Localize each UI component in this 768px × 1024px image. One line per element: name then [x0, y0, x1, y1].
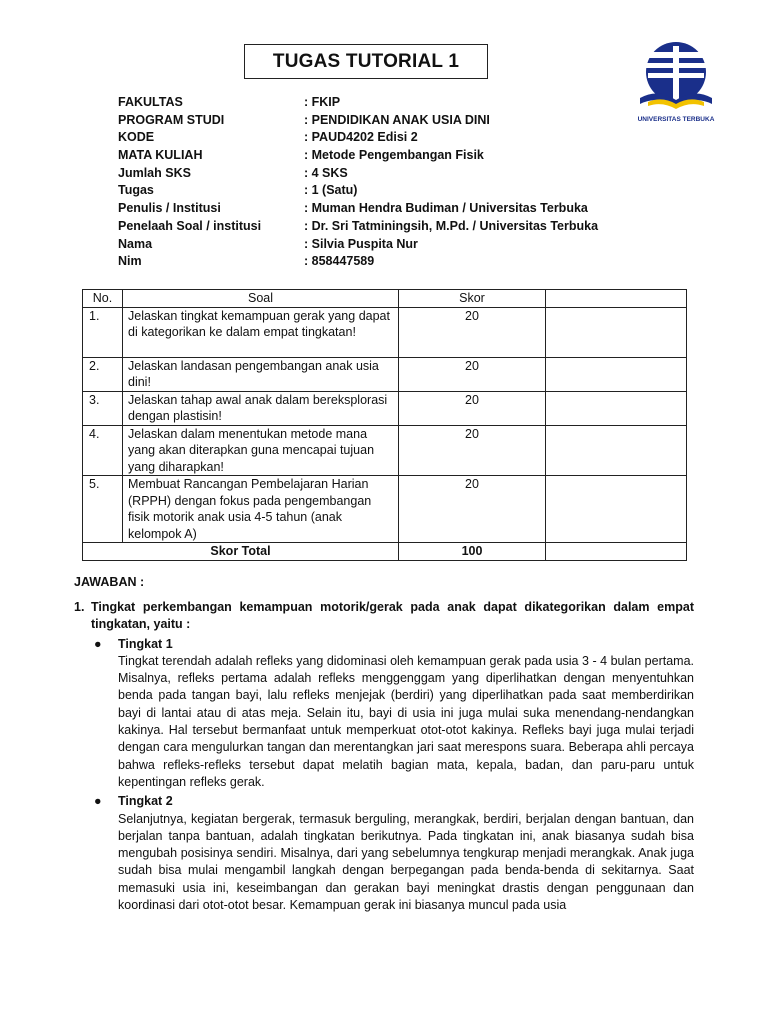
- row-blank: [546, 425, 687, 476]
- logo-caption: UNIVERSITAS TERBUKA: [637, 116, 715, 123]
- info-label: Nama: [118, 236, 153, 251]
- table-total-row: [83, 543, 687, 561]
- header-blank: [546, 290, 687, 308]
- row-skor: 20: [399, 357, 546, 391]
- header-skor: Skor: [399, 290, 546, 308]
- row-soal: Membuat Rancangan Pembelajaran Harian (RPPH) dengan fokus pada pengembangan fisik motorik anak usia 4-5 tahun (anak kelompok A): [123, 476, 399, 543]
- info-row: [118, 254, 598, 272]
- info-value: : Muman Hendra Budiman / Universitas Terbuka: [304, 201, 588, 216]
- bullet-text: Selanjutnya, kegiatan bergerak, termasuk berguling, merangkak, berdiri, berjalan dengan bantuan, dan berjalan tanpa bantuan, adalah tingkatan berikutnya. Pada tingkatan ini, anak biasanya sudah bisa mengubah posisinya sendiri. Misalnya, dari yang sebelumnya tengkurap menjadi merangkak. Anak juga sudah bisa mulai mengambil langkah dengan berpegangan pada benda-benda di sekitarnya. Saat memasuki usia ini, keseimbangan dan gerakan bayi meningkat drastis dengan penggunaan dan koordinasi dari otot-otot besar. Kemampuan gerak ini biasanya muncul pada usia: [118, 811, 694, 913]
- question-table: [82, 289, 687, 561]
- info-label: KODE: [118, 130, 155, 145]
- row-blank: [546, 307, 687, 357]
- info-row: [118, 237, 598, 255]
- bullet-heading: Tingkat 1: [118, 636, 173, 651]
- row-soal: Jelaskan landasan pengembangan anak usia dini!: [123, 357, 399, 391]
- info-row: [118, 183, 598, 201]
- table-header-row: [83, 290, 687, 308]
- table-row: [83, 391, 687, 425]
- row-soal: Jelaskan tingkat kemampuan gerak yang dapat di kategorikan ke dalam empat tingkatan!: [123, 307, 399, 357]
- info-row: [118, 95, 598, 113]
- info-label: MATA KULIAH: [118, 148, 203, 163]
- list-item: [74, 636, 694, 792]
- table-row: [83, 476, 687, 543]
- info-value: : Metode Pengembangan Fisik: [304, 148, 484, 163]
- row-no: 2.: [83, 357, 123, 391]
- info-row: [118, 113, 598, 131]
- info-label: Nim: [118, 254, 142, 269]
- answer-1: [74, 599, 694, 914]
- info-value: : Silvia Puspita Nur: [304, 236, 418, 251]
- row-skor: 20: [399, 425, 546, 476]
- row-no: 4.: [83, 425, 123, 476]
- answer-number: 1.: [74, 600, 85, 614]
- bullet-heading: Tingkat 2: [118, 794, 173, 809]
- info-value: : PAUD4202 Edisi 2: [304, 130, 418, 145]
- answer-question: [74, 599, 694, 634]
- info-label: Penulis / Institusi: [118, 201, 221, 216]
- header-soal: Soal: [123, 290, 399, 308]
- info-label: FAKULTAS: [118, 95, 183, 109]
- row-soal: Jelaskan dalam menentukan metode mana yang akan diterapkan guna mencapai tujuan yang diharapkan!: [123, 425, 399, 476]
- info-value: : 858447589: [304, 254, 375, 269]
- row-skor: 20: [399, 476, 546, 543]
- table-row: [83, 357, 687, 391]
- info-row: [118, 201, 598, 219]
- row-soal: Jelaskan tahap awal anak dalam bereksplorasi dengan plastisin!: [123, 391, 399, 425]
- info-value: : Dr. Sri Tatminingsih, M.Pd. / Universitas Terbuka: [304, 218, 599, 233]
- table-row: [83, 307, 687, 357]
- row-blank: [546, 391, 687, 425]
- info-value: : 1 (Satu): [304, 183, 358, 198]
- row-skor: 20: [399, 307, 546, 357]
- total-value: 100: [399, 543, 546, 561]
- bullet-icon: ●: [94, 794, 102, 809]
- info-label: Tugas: [118, 183, 154, 198]
- row-blank: [546, 357, 687, 391]
- course-info: [118, 95, 598, 272]
- table-row: [83, 425, 687, 476]
- list-item: [74, 793, 694, 914]
- row-blank: [546, 476, 687, 543]
- row-no: 5.: [83, 476, 123, 543]
- answers-heading: JAWABAN :: [74, 575, 145, 589]
- info-label: Jumlah SKS: [118, 165, 191, 180]
- info-value: : FKIP: [304, 95, 341, 109]
- bullet-text: Tingkat terendah adalah refleks yang didominasi oleh kemampuan gerak pada usia 3 - 4 bulan pertama. Misalnya, refleks pertama adalah refleks menggenggam yang diperlihatkan dengan menyentuhkan benda pada tangan bayi, lalu refleks menjejak (berdiri) yang diperlihatkan pada saat memberdirikan bayi di lantai atau di atas meja. Selain itu, bayi di usia ini juga mulai suka menendang-nendangkan kakinya. Hal tersebut bermanfaat untuk memperkuat otot-otot kakinya. Refleks bayi juga mulai terjadi dengan cara mengulurkan tangan dan merentangkan jari saat merespons suara. Beberapa ahli percaya bahwa refleks-refleks tersebut dapat melatih bagian mata, kepala, badan, dan paru-paru untuk kepentingan refleks gerak.: [118, 653, 694, 789]
- row-skor: 20: [399, 391, 546, 425]
- universitas-terbuka-logo: [626, 38, 726, 128]
- info-value: : PENDIDIKAN ANAK USIA DINI: [304, 112, 490, 127]
- document-title: TUGAS TUTORIAL 1: [244, 44, 488, 79]
- info-row: [118, 166, 598, 184]
- row-no: 1.: [83, 307, 123, 357]
- answer-question-text: Tingkat perkembangan kemampuan motorik/gerak pada anak dapat dikategorikan dalam empat tingkatan, yaitu :: [91, 600, 694, 632]
- info-label: Penelaah Soal / institusi: [118, 218, 262, 233]
- info-row: [118, 130, 598, 148]
- total-blank: [546, 543, 687, 561]
- total-label: Skor Total: [83, 543, 399, 561]
- bullet-icon: ●: [94, 636, 102, 651]
- header-no: No.: [83, 290, 123, 308]
- info-row: [118, 219, 598, 237]
- info-value: : 4 SKS: [304, 165, 348, 180]
- info-row: [118, 148, 598, 166]
- info-label: PROGRAM STUDI: [118, 112, 225, 127]
- row-no: 3.: [83, 391, 123, 425]
